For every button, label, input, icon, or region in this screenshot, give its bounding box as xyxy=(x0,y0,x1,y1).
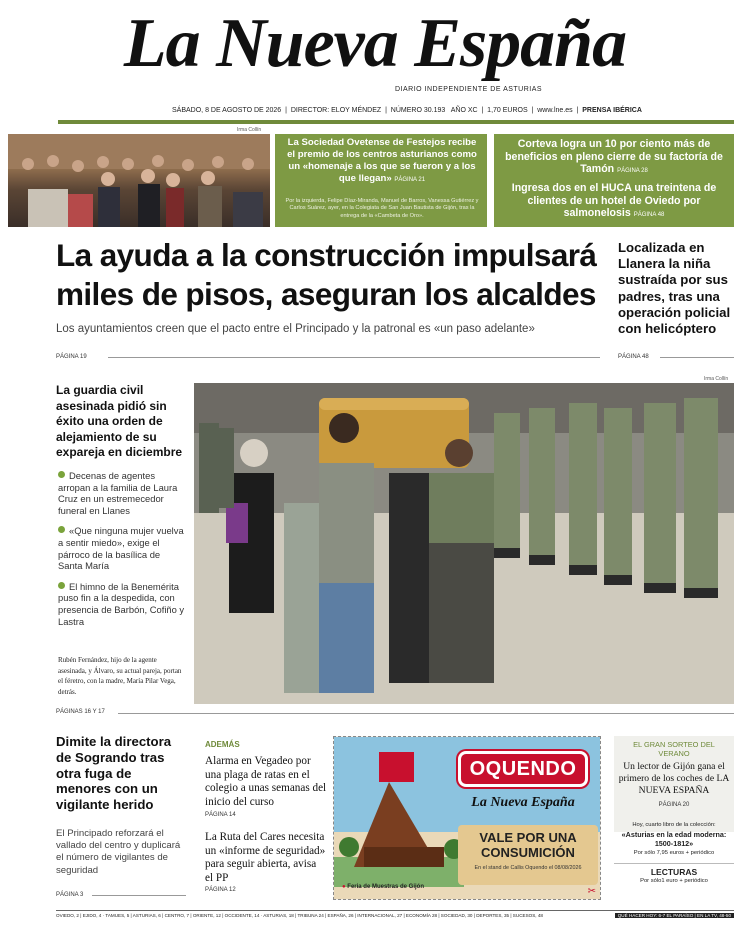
ad-stand: En el stand de Callis Oquendo el 08/08/2026 xyxy=(474,865,582,871)
main-story-bullets xyxy=(58,470,186,627)
main-story-caption: Rubén Fernández, hijo de la agente asesinada, y Álvaro, su actual pareja, portan el féretro, con la madre, María Pilar Vega, detrás. xyxy=(58,656,182,696)
bottom-left-page: PÁGINA 3 xyxy=(56,892,84,898)
top-teaser-headline xyxy=(283,137,481,186)
main-story-pages: PÁGINAS 16 Y 17 xyxy=(56,709,105,715)
top-teaser-box xyxy=(275,134,487,227)
side-story-rule xyxy=(660,357,734,358)
lead-subhead: Los ayuntamientos creen que el pacto entre el Principado y la patronal es «un paso adelante» xyxy=(56,323,535,335)
lecturas-price: Por sólo1 euro + periódico xyxy=(640,878,708,884)
bullet-dot-icon xyxy=(58,582,65,589)
main-story-rule xyxy=(118,713,734,714)
index-weather: QUÉ HACER HOY: 6-7 EL PARAÍSO | EN LA TV, 48-50 xyxy=(615,913,734,918)
ademas-item-2: La Ruta del Cares necesita un «informe de seguridad» para seguir abierta, avisa el PP xyxy=(205,831,326,884)
bullet-dot-icon xyxy=(58,471,65,478)
bottom-left-headline: Dimite la directora de Sogrando tras otra fuga de menores con un vigilante herido xyxy=(56,734,172,813)
side-story-page: PÁGINA 48 xyxy=(618,354,649,360)
side-story-headline: Localizada en Llanera la niña sustraída por sus padres, tras una operación policial con helicóptero xyxy=(618,240,731,337)
lead-rule xyxy=(108,357,600,358)
masthead-title: La Nueva España xyxy=(123,5,627,82)
ademas-item-2-page: PÁGINA 12 xyxy=(205,887,236,893)
top-right-item-2 xyxy=(504,182,724,222)
masthead-green-rule xyxy=(58,120,734,124)
top-right-item-2-page: PÁGINA 48 xyxy=(633,212,665,218)
collection-intro: Hoy, cuarto libro de la colección: xyxy=(632,822,716,828)
ad-brand-badge xyxy=(458,751,588,787)
masthead-web: www.lne.es xyxy=(537,107,573,114)
main-story-bullet-1: Decenas de agentes arropan a la familia de Laura Cruz en un estremecedor funeral en Llanes xyxy=(58,470,178,516)
masthead-year: AÑO XC xyxy=(450,107,478,114)
lead-page: PÁGINA 19 xyxy=(56,354,87,360)
ademas-item-1: Alarma en Vegadeo por una plaga de ratas en el colegio a unas semanas del inicio del curso xyxy=(205,755,327,808)
bottom-left-rule xyxy=(92,895,186,896)
ad-vale-box xyxy=(458,825,598,885)
ad-vale: VALE POR UNA CONSUMICIÓN xyxy=(479,830,577,860)
masthead-price: 1,70 EUROS xyxy=(487,107,528,114)
main-story-bullet-3: El himno de la Benemérita puso fin a la despedida, con presencia de Barbón, Cofiño y Lastra xyxy=(58,580,185,627)
bottom-left-body: El Principado reforzará el vallado del centro y duplicará el número de vigilantes de seguridad xyxy=(56,828,181,876)
ad-paper: La Nueva España xyxy=(471,795,575,810)
main-story-bullet-2: «Que ninguna mujer vuelva a sentir miedo», exige el párroco de la basílica de Santa María xyxy=(58,525,184,572)
top-right-item-2-text: Ingresa dos en el HUCA una treintena de clientes de un hotel de Oviedo por salmonelosis xyxy=(511,182,717,219)
sorteo-box xyxy=(614,736,734,832)
top-teaser-page: PÁGINA 21 xyxy=(394,177,426,183)
masthead-subtitle: DIARIO INDEPENDIENTE DE ASTURIAS xyxy=(395,86,543,93)
collection-price: Por sólo 7,95 euros + periódico xyxy=(633,850,715,856)
main-photo xyxy=(194,383,734,704)
main-photo-credit: Irma Collín xyxy=(704,376,729,382)
location-pin-icon: ● xyxy=(342,884,346,890)
masthead-date: SÁBADO, 8 DE AGOSTO DE 2026 xyxy=(172,107,282,114)
index-bar xyxy=(56,910,734,921)
masthead-number: NÚMERO 30.193 xyxy=(390,107,446,114)
masthead-director: DIRECTOR: ELOY MÉNDEZ xyxy=(290,107,382,114)
top-right-box xyxy=(494,134,734,227)
sorteo-text: Un lector de Gijón gana el primero de los coches de LA NUEVA ESPAÑA xyxy=(618,761,730,796)
main-story-headline: La guardia civil asesinada pidió sin éxito una orden de alejamiento de su expareja en diciembre xyxy=(56,383,183,459)
ad-brand: OQUENDO xyxy=(469,758,577,780)
sorteo-page: PÁGINA 20 xyxy=(658,802,690,808)
ad-fair-text: Feria de Muestras de Gijón xyxy=(347,884,424,890)
main-photo-image xyxy=(194,383,734,704)
masthead-group: PRENSA IBÉRICA xyxy=(582,107,642,114)
top-photo-credit: Irma Collín xyxy=(237,127,262,133)
sorteo-title: EL GRAN SORTEO DEL VERANO xyxy=(633,740,715,758)
top-teaser-headline-text: La Sociedad Ovetense de Festejos recibe el premio de los centros asturianos como un «homenaje a los que se fueron y a los que llegan» xyxy=(287,137,477,184)
lecturas-label: LECTURAS xyxy=(614,863,734,877)
collection-box xyxy=(614,822,734,884)
collection-title: «Asturias en la edad moderna: 1500-1812» xyxy=(621,830,727,848)
ad-box[interactable] xyxy=(333,736,601,900)
top-photo xyxy=(8,134,270,227)
top-right-item-1 xyxy=(504,138,724,178)
scissors-icon: ✂ xyxy=(587,886,596,897)
top-right-item-1-page: PÁGINA 28 xyxy=(617,168,648,174)
ademas-label: ADEMÁS xyxy=(205,740,240,749)
top-teaser-caption: Por la izquierda, Felipe Díaz-Miranda, Manuel de Barros, Vanessa Gutiérrez y Carlos Suárez, ayer, en la Colegiata de San Juan Bautista de Gijón, tras la entrega de la «Cambeta de Oro». xyxy=(285,198,479,219)
top-photo-image xyxy=(8,134,270,227)
lead-headline: La ayuda a la construcción impulsará miles de pisos, aseguran los alcaldes xyxy=(56,237,597,312)
masthead-info-bar: SÁBADO, 8 DE AGOSTO DE 2026 | DIRECTOR: ELOY MÉNDEZ | NÚMERO 30.193 AÑO XC | 1,70 EUROS | www.lne.es | PRENSA IBÉRICA xyxy=(172,107,642,114)
index-sections: OVIEDO, 2 | EJIDO, 4 · TAMUES, 5 | ASTURIAS, 6 | CENTRO, 7 | ORIENTE, 12 | OCCIDENTE, 14 · ASTURIAS, 18 | TRIBUNA 24 | ESPAÑA, 26 | INTERNACIONAL, 27 | ECONOMÍA 28 | SOCIEDAD, 30 | DEPORTES, 35 | SUCESOS, 48 xyxy=(56,913,543,918)
ad-fair xyxy=(342,884,424,890)
ademas-item-1-page: PÁGINA 14 xyxy=(205,812,236,818)
bullet-dot-icon xyxy=(58,526,65,533)
top-right-item-1-text: Corteva logra un 10 por ciento más de beneficios en pleno cierre de su factoría de Tamón xyxy=(505,138,723,175)
